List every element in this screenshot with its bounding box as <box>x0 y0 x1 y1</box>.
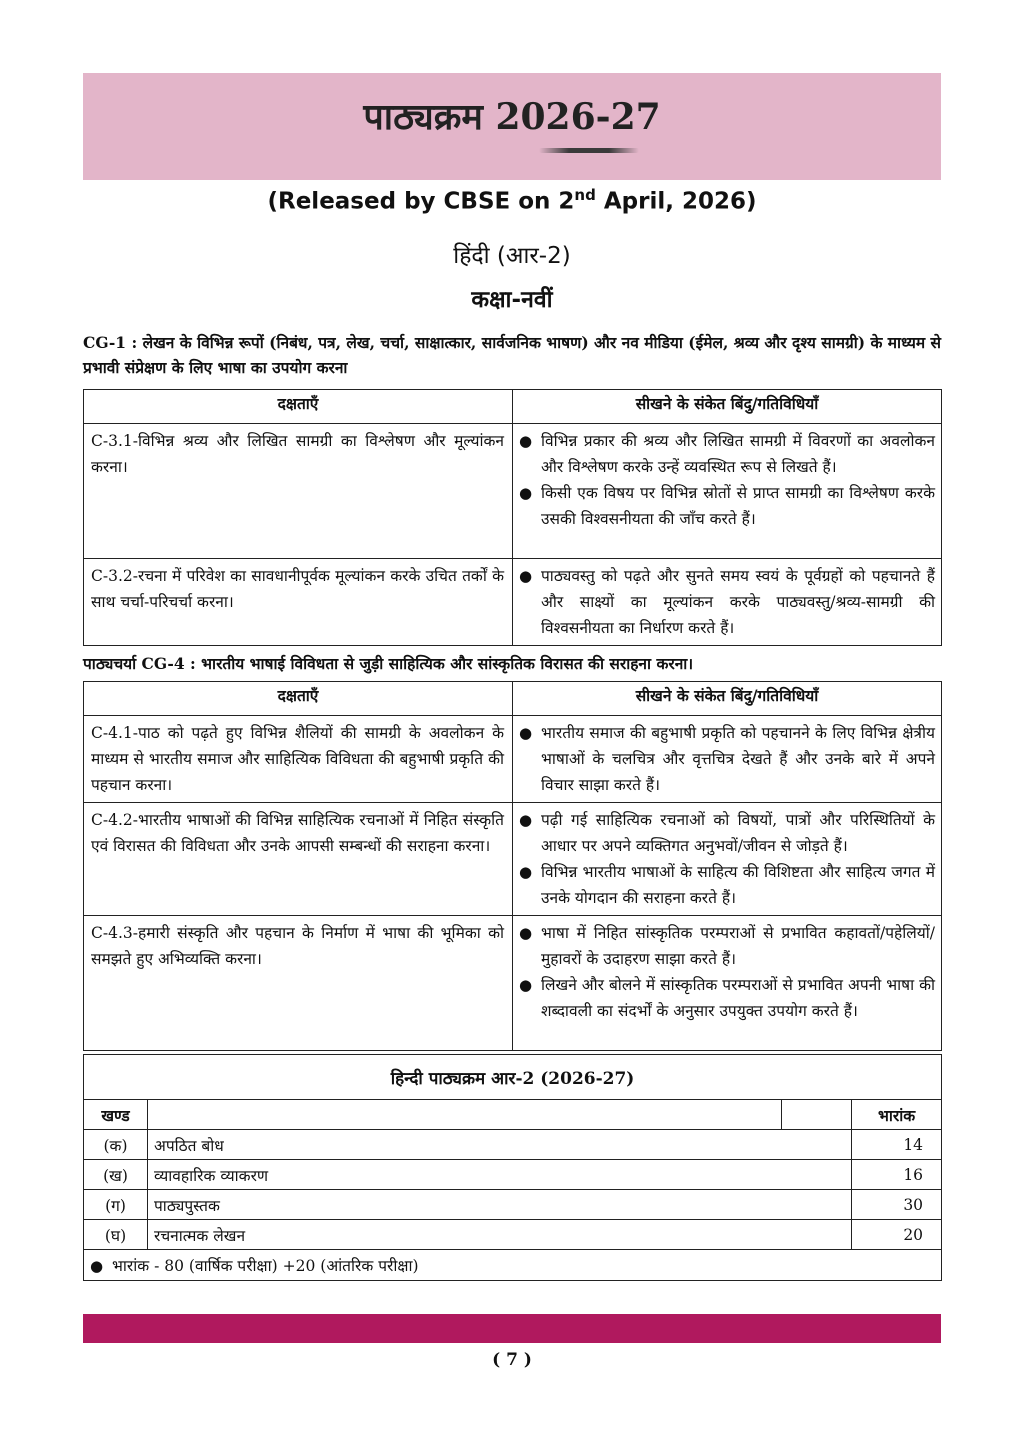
marks-title-row <box>84 1055 942 1100</box>
cg1-header-row <box>84 390 942 424</box>
competency-cell: C-3.2-रचना में परिवेश का सावधानीपूर्वक मूल्यांकन करके उचित तर्कों के साथ चर्चा-परिचर्चा करना। <box>84 559 513 646</box>
competency-cell: C-4.2-भारतीय भाषाओं की विभिन्न साहित्यिक रचनाओं में निहित संस्कृति एवं विरासत की विविधता और उनके आपसी सम्बन्धों की सराहना करना। <box>84 803 513 916</box>
bullet-icon: ● <box>519 432 533 450</box>
section-column-header: खण्ड <box>84 1100 148 1130</box>
section-name: अपठित बोध <box>148 1130 852 1160</box>
subject-heading: हिंदी (आर-2) <box>453 243 571 269</box>
marks-header-row <box>84 1100 942 1130</box>
empty-header-cell <box>782 1100 852 1130</box>
section-letter: (ख) <box>84 1160 148 1190</box>
competency-column-header: दक्षताएँ <box>84 390 513 424</box>
cg4-heading: पाठ्यचर्या CG-4 : भारतीय भाषाई विविधता से जुड़ी साहित्यिक और सांस्कृतिक विरासत की सराहना करना। <box>83 654 694 673</box>
competency-cell: C-4.1-पाठ को पढ़ते हुए विभिन्न शैलियों की सामग्री के अवलोकन के माध्यम से भारतीय समाज और साहित्यिक विविधता की बहुभाषी प्रकृति की पहचान करना। <box>84 716 513 803</box>
bullet-icon: ● <box>519 924 533 942</box>
list-item: ● किसी एक विषय पर विभिन्न स्रोतों से प्राप्त सामग्री का विश्लेषण करके उसकी विश्वसनीयता की जाँच करते हैं। <box>519 480 935 532</box>
list-item: ● विभिन्न भारतीय भाषाओं के साहित्य की विशिष्टता और साहित्य जगत में उनके योगदान की सराहना करते हैं। <box>519 859 935 911</box>
table-row <box>84 716 942 803</box>
learning-points-cell <box>513 716 942 803</box>
section-letter: (क) <box>84 1130 148 1160</box>
table-row <box>84 424 942 559</box>
list-item: ● पढ़ी गई साहित्यिक रचनाओं को विषयों, पात्रों और परिस्थितियों के आधार पर अपने व्यक्तिगत अनुभवों/जीवन से जोड़ते हैं। <box>519 807 935 859</box>
table-row <box>84 1130 942 1160</box>
cg1-table <box>83 389 942 646</box>
learning-points-column-header: सीखने के संकेत बिंदु/गतिविधियाँ <box>513 682 942 716</box>
bullet-icon: ● <box>519 811 533 829</box>
release-suffix: April, 2026) <box>595 188 757 215</box>
marks-table-title: हिन्दी पाठ्यक्रम आर-2 (2026-27) <box>84 1055 942 1100</box>
learning-points-cell <box>513 559 942 646</box>
footer-bar <box>83 1314 941 1343</box>
marks-note-row <box>84 1250 942 1281</box>
section-marks: 14 <box>852 1130 942 1160</box>
bullet-icon: ● <box>519 863 533 881</box>
table-row <box>84 803 942 916</box>
bullet-icon: ● <box>519 724 533 742</box>
release-superscript: nd <box>574 186 596 204</box>
competency-column-header: दक्षताएँ <box>84 682 513 716</box>
marks-column-header: भारांक <box>852 1100 942 1130</box>
cg1-heading: CG-1 : लेखन के विभिन्न रूपों (निबंध, पत्र, लेख, चर्चा, साक्षात्कार, सार्वजनिक भाषण) और नव मीडिया (ईमेल, श्रव्य और दृश्य सामग्री) के माध्यम से प्रभावी संप्रेक्षण के लिए भाषा का उपयोग करना <box>83 333 942 377</box>
title-banner <box>83 73 941 180</box>
learning-points-cell <box>513 916 942 1051</box>
list-item: ● लिखने और बोलने में सांस्कृतिक परम्पराओं से प्रभावित अपनी भाषा की शब्दावली का संदर्भों के अनुसार उपयुक्त उपयोग करते हैं। <box>519 972 935 1024</box>
table-row <box>84 559 942 646</box>
table-row <box>84 1220 942 1250</box>
release-note <box>0 186 1024 215</box>
list-item: ● पाठ्यवस्तु को पढ़ते और सुनते समय स्वयं के पूर्वग्रहों को पहचानते हैं और साक्ष्यों का मूल्यांकन करके पाठ्यवस्तु/श्रव्य-सामग्री की विश्वसनीयता का निर्धारण करते हैं। <box>519 563 935 641</box>
page-number: ( 7 ) <box>492 1350 532 1370</box>
table-row <box>84 916 942 1051</box>
section-name: रचनात्मक लेखन <box>148 1220 852 1250</box>
section-name: पाठ्यपुस्तक <box>148 1190 852 1220</box>
section-marks: 20 <box>852 1220 942 1250</box>
table-row <box>84 1190 942 1220</box>
marks-table <box>83 1054 942 1281</box>
section-letter: (ग) <box>84 1190 148 1220</box>
section-marks: 16 <box>852 1160 942 1190</box>
table-row <box>84 1160 942 1190</box>
marks-note: भारांक - 80 (वार्षिक परीक्षा) +20 (आंतरिक परीक्षा) <box>112 1257 419 1275</box>
list-item: ● विभिन्न प्रकार की श्रव्य और लिखित सामग्री में विवरणों का अवलोकन और विश्लेषण करके उन्हें व्यवस्थित रूप से लिखते हैं। <box>519 428 935 480</box>
marks-note-cell <box>84 1250 942 1281</box>
class-heading: कक्षा-नवीं <box>471 287 553 313</box>
bullet-icon: ● <box>90 1257 104 1275</box>
section-name: व्यावहारिक व्याकरण <box>148 1160 852 1190</box>
empty-header-cell <box>148 1100 782 1130</box>
cg4-header-row <box>84 682 942 716</box>
list-item: ● भाषा में निहित सांस्कृतिक परम्पराओं से प्रभावित कहावतों/पहेलियों/मुहावरों के उदाहरण साझा करते हैं। <box>519 920 935 972</box>
title-underline <box>539 148 639 153</box>
page-title: पाठ्यक्रम 2026-27 <box>363 96 661 138</box>
release-prefix: (Released by CBSE on 2 <box>267 188 575 215</box>
learning-points-cell <box>513 803 942 916</box>
competency-cell: C-3.1-विभिन्न श्रव्य और लिखित सामग्री का विश्लेषण और मूल्यांकन करना। <box>84 424 513 559</box>
learning-points-cell <box>513 424 942 559</box>
cg4-table <box>83 681 942 1051</box>
bullet-icon: ● <box>519 484 533 502</box>
bullet-icon: ● <box>519 976 533 994</box>
competency-cell: C-4.3-हमारी संस्कृति और पहचान के निर्माण में भाषा की भूमिका को समझते हुए अभिव्यक्ति करना। <box>84 916 513 1051</box>
bullet-icon: ● <box>519 567 533 585</box>
section-letter: (घ) <box>84 1220 148 1250</box>
learning-points-column-header: सीखने के संकेत बिंदु/गतिविधियाँ <box>513 390 942 424</box>
section-marks: 30 <box>852 1190 942 1220</box>
list-item: ● भारतीय समाज की बहुभाषी प्रकृति को पहचानने के लिए विभिन्न क्षेत्रीय भाषाओं के चलचित्र और वृत्तचित्र देखते हैं और उनके बारे में अपने विचार साझा करते हैं। <box>519 720 935 798</box>
